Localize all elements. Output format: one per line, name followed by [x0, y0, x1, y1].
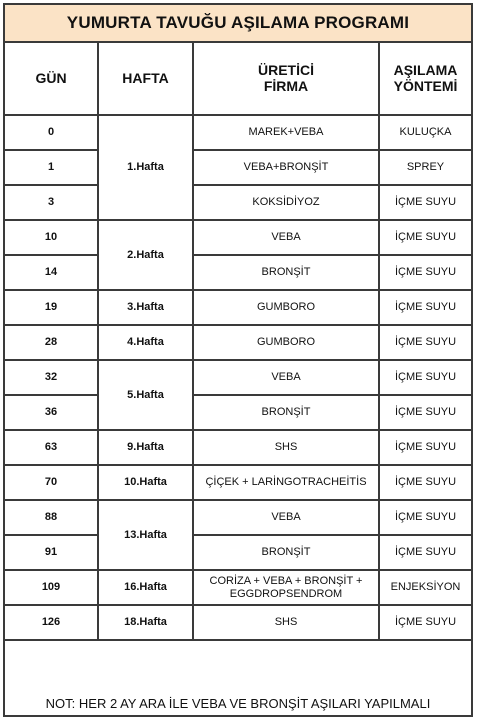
table-row [5, 220, 471, 255]
vaccination-table [5, 41, 471, 641]
table-row [5, 430, 471, 465]
header-firma [193, 41, 379, 115]
header-firma-line2: FİRMA [263, 77, 309, 94]
hafta-cell: 1.Hafta [98, 115, 193, 220]
header-hafta: HAFTA [98, 41, 193, 115]
yontem-cell: İÇME SUYU [379, 290, 471, 325]
firma-cell: VEBA+BRONŞİT [193, 150, 379, 185]
table-row [5, 570, 471, 605]
yontem-cell: İÇME SUYU [379, 185, 471, 220]
gun-cell: 14 [5, 255, 98, 290]
gun-cell: 28 [5, 325, 98, 360]
table-row [5, 150, 471, 185]
gun-cell: 126 [5, 605, 98, 640]
hafta-cell: 16.Hafta [98, 570, 193, 605]
yontem-cell: İÇME SUYU [379, 430, 471, 465]
footnote: NOT: HER 2 AY ARA İLE VEBA VE BRONŞİT AŞILARI YAPILMALI [45, 696, 431, 711]
gun-cell: 91 [5, 535, 98, 570]
hafta-cell: 3.Hafta [98, 290, 193, 325]
header-yontem-line2: YÖNTEMİ [393, 77, 458, 94]
hafta-cell: 4.Hafta [98, 325, 193, 360]
firma-cell: VEBA [193, 360, 379, 395]
firma-cell: SHS [193, 430, 379, 465]
hafta-cell: 9.Hafta [98, 430, 193, 465]
table-row [5, 500, 471, 535]
gun-cell: 3 [5, 185, 98, 220]
gun-cell: 88 [5, 500, 98, 535]
firma-cell: BRONŞİT [193, 255, 379, 290]
header-yontem [379, 41, 471, 115]
header-gun: GÜN [5, 41, 98, 115]
yontem-cell: İÇME SUYU [379, 220, 471, 255]
yontem-cell: İÇME SUYU [379, 605, 471, 640]
table-row [5, 395, 471, 430]
hafta-cell: 13.Hafta [98, 500, 193, 570]
table-row [5, 290, 471, 325]
gun-cell: 109 [5, 570, 98, 605]
yontem-cell: İÇME SUYU [379, 395, 471, 430]
yontem-cell: İÇME SUYU [379, 325, 471, 360]
firma-cell: KOKSİDİYOZ [193, 185, 379, 220]
firma-cell: SHS [193, 605, 379, 640]
gun-cell: 19 [5, 290, 98, 325]
yontem-cell: ENJEKSİYON [379, 570, 471, 605]
yontem-cell: İÇME SUYU [379, 535, 471, 570]
yontem-cell: İÇME SUYU [379, 465, 471, 500]
yontem-cell: İÇME SUYU [379, 360, 471, 395]
firma-cell: ÇİÇEK + LARİNGOTRACHEİTİS [193, 465, 379, 500]
table-row [5, 185, 471, 220]
firma-cell: VEBA [193, 500, 379, 535]
table-row [5, 535, 471, 570]
firma-cell: GUMBORO [193, 325, 379, 360]
yontem-cell: İÇME SUYU [379, 500, 471, 535]
gun-cell: 36 [5, 395, 98, 430]
table-title: YUMURTA TAVUĞU AŞILAMA PROGRAMI [5, 5, 471, 43]
table-row [5, 465, 471, 500]
firma-cell: VEBA [193, 220, 379, 255]
gun-cell: 1 [5, 150, 98, 185]
yontem-cell: SPREY [379, 150, 471, 185]
table-row [5, 115, 471, 150]
firma-cell: GUMBORO [193, 290, 379, 325]
table-row [5, 360, 471, 395]
hafta-cell: 5.Hafta [98, 360, 193, 430]
firma-cell [193, 570, 379, 605]
yontem-cell: İÇME SUYU [379, 255, 471, 290]
table-row [5, 255, 471, 290]
header-row [5, 41, 471, 115]
header-yontem-line1: AŞILAMA [393, 61, 458, 78]
gun-cell: 10 [5, 220, 98, 255]
firma-line2: EGGDROPSENDROM [229, 587, 343, 600]
firma-cell: MAREK+VEBA [193, 115, 379, 150]
firma-line1: CORİZA + VEBA + BRONŞİT + [209, 574, 363, 587]
yontem-cell: KULUÇKA [379, 115, 471, 150]
hafta-cell: 18.Hafta [98, 605, 193, 640]
firma-cell: BRONŞİT [193, 395, 379, 430]
gun-cell: 63 [5, 430, 98, 465]
gun-cell: 32 [5, 360, 98, 395]
header-firma-line1: ÜRETİCİ [258, 61, 314, 78]
gun-cell: 70 [5, 465, 98, 500]
gun-cell: 0 [5, 115, 98, 150]
firma-cell: BRONŞİT [193, 535, 379, 570]
hafta-cell: 10.Hafta [98, 465, 193, 500]
vaccination-table-frame [3, 3, 473, 717]
table-row [5, 605, 471, 640]
table-row [5, 325, 471, 360]
hafta-cell: 2.Hafta [98, 220, 193, 290]
